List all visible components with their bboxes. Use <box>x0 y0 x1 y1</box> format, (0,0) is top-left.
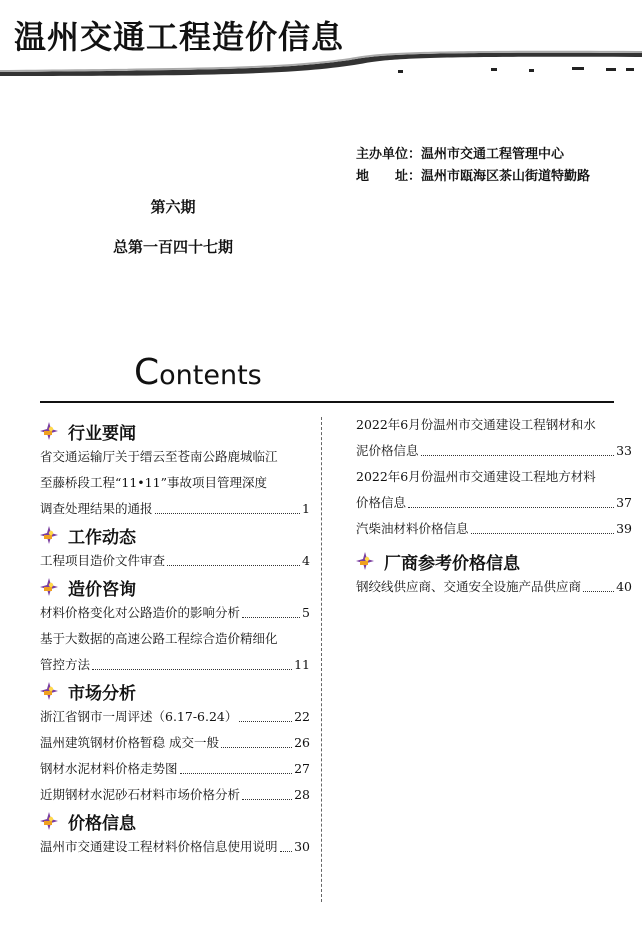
issue-number: 第六期 <box>150 198 196 216</box>
toc-page-number: 26 <box>294 735 310 750</box>
toc-entry-leader-line <box>40 548 310 574</box>
toc-entry-leader-line <box>356 516 632 542</box>
organizer-label: 主办单位： <box>356 147 422 162</box>
toc-page-number: 37 <box>616 495 632 510</box>
toc-entry-leader-line <box>40 496 310 522</box>
toc-entry[interactable] <box>356 516 632 542</box>
toc-section-title: 市场分析 <box>68 683 136 704</box>
toc-entry[interactable] <box>40 548 310 574</box>
toc-right-column <box>356 412 632 600</box>
dot-leader <box>408 490 614 508</box>
toc-entry-line: 至藤桥段工程“11•11”事故项目管理深度 <box>40 475 267 490</box>
dot-leader <box>167 548 300 566</box>
toc-entry-title: 泥价格信息 <box>356 443 419 458</box>
toc-section-heading <box>40 418 310 444</box>
dot-leader <box>180 756 293 774</box>
address-row <box>356 166 590 188</box>
toc-entry-leader-line <box>40 730 310 756</box>
toc-page-number: 11 <box>294 657 310 672</box>
toc-entry[interactable] <box>40 626 310 678</box>
toc-entry-title: 温州市交通建设工程材料价格信息使用说明 <box>40 839 278 854</box>
bullet-star-icon <box>356 552 374 570</box>
toc-entry[interactable] <box>40 782 310 808</box>
toc-page-number: 27 <box>294 761 310 776</box>
dot-leader <box>239 704 292 722</box>
toc-entry-leader-line <box>356 490 632 516</box>
toc-entry-leader-line <box>40 704 310 730</box>
toc-entry-title: 管控方法 <box>40 657 91 672</box>
toc-section-heading <box>40 808 310 834</box>
toc-section-title: 造价咨询 <box>68 579 136 600</box>
toc-entry-title: 近期钢材水泥砂石材料市场价格分析 <box>40 787 241 802</box>
masthead-title: 温州交通工程造价信息 <box>14 18 345 56</box>
dot-leader <box>421 438 615 456</box>
toc-section-title: 工作动态 <box>68 527 136 548</box>
bullet-star-icon <box>40 578 58 596</box>
toc-page-number: 39 <box>616 521 632 536</box>
toc-entry[interactable] <box>40 834 310 860</box>
toc-entry-line: 2022年6月份温州市交通建设工程地方材料 <box>356 469 596 484</box>
toc-entry-title: 工程项目造价文件审查 <box>40 553 166 568</box>
masthead-swoosh <box>0 48 642 78</box>
toc-section-heading <box>40 574 310 600</box>
toc-section-title: 行业要闻 <box>68 423 136 444</box>
column-separator <box>321 417 322 902</box>
toc-page-number: 22 <box>294 709 310 724</box>
toc-entry[interactable] <box>40 730 310 756</box>
bullet-star-icon <box>40 812 58 830</box>
toc-section-heading <box>356 548 632 574</box>
toc-entry-leader-line <box>40 600 310 626</box>
toc-entry-leader-line <box>40 756 310 782</box>
toc-entry-title: 价格信息 <box>356 495 407 510</box>
toc-entry[interactable] <box>40 600 310 626</box>
toc-entry[interactable] <box>356 574 632 600</box>
toc-entry-title: 温州建筑钢材价格暂稳 成交一般 <box>40 735 219 750</box>
toc-entry[interactable] <box>40 756 310 782</box>
toc-entry-title: 浙江省钢市一周评述（6.17-6.24） <box>40 709 238 724</box>
toc-entry-line: 省交通运输厅关于缙云至苍南公路鹿城临江 <box>40 449 278 464</box>
toc-section-heading <box>40 678 310 704</box>
toc-entry-leader-line <box>356 574 632 600</box>
toc-entry-title: 钢绞线供应商、交通安全设施产品供应商 <box>356 579 582 594</box>
dot-leader <box>221 730 292 748</box>
dot-leader <box>280 834 293 852</box>
dot-leader <box>92 652 292 670</box>
toc-entry-title: 钢材水泥材料价格走势图 <box>40 761 178 776</box>
contents-heading <box>134 352 262 393</box>
toc-entry[interactable] <box>40 444 310 522</box>
toc-entry-title: 调查处理结果的通报 <box>40 501 153 516</box>
toc-page-number: 33 <box>616 443 632 458</box>
toc-entry-title: 汽柴油材料价格信息 <box>356 521 469 536</box>
toc-entry-leader-line <box>40 834 310 860</box>
dot-leader <box>583 574 614 592</box>
toc-entry-title: 材料价格变化对公路造价的影响分析 <box>40 605 241 620</box>
toc-section-title: 厂商参考价格信息 <box>384 553 520 574</box>
toc-entry-leader-line <box>356 438 632 464</box>
toc-entry-line: 2022年6月份温州市交通建设工程钢材和水 <box>356 417 596 432</box>
address-value: 温州市瓯海区茶山街道特勤路 <box>421 169 591 184</box>
toc-section-heading <box>40 522 310 548</box>
toc-page-number: 1 <box>302 501 310 516</box>
toc-page-number: 4 <box>302 553 310 568</box>
dot-leader <box>242 782 292 800</box>
toc-left-column <box>40 418 310 860</box>
issue-total: 总第一百四十七期 <box>112 238 233 256</box>
dot-leader <box>471 516 615 534</box>
issue-info <box>98 196 248 257</box>
dot-leader <box>155 496 301 514</box>
contents-first-letter: C <box>134 352 160 393</box>
toc-page-number: 5 <box>302 605 310 620</box>
bullet-star-icon <box>40 422 58 440</box>
bullet-star-icon <box>40 526 58 544</box>
bullet-star-icon <box>40 682 58 700</box>
toc-entry[interactable] <box>356 412 632 464</box>
toc-entry[interactable] <box>40 704 310 730</box>
toc-section-title: 价格信息 <box>68 813 136 834</box>
contents-rule <box>40 401 614 403</box>
toc-page-number: 28 <box>294 787 310 802</box>
toc-page-number: 40 <box>616 579 632 594</box>
organizer-value: 温州市交通工程管理中心 <box>421 147 565 162</box>
toc-entry-leader-line <box>40 782 310 808</box>
address-label: 地 址： <box>356 169 422 184</box>
toc-page-number: 30 <box>294 839 310 854</box>
toc-entry[interactable] <box>356 464 632 516</box>
contents-rest: ontents <box>159 360 262 391</box>
toc-entry-line: 基于大数据的高速公路工程综合造价精细化 <box>40 631 278 646</box>
dot-leader <box>242 600 300 618</box>
publisher-info <box>356 144 590 188</box>
toc-entry-leader-line <box>40 652 310 678</box>
organizer-row <box>356 144 590 166</box>
